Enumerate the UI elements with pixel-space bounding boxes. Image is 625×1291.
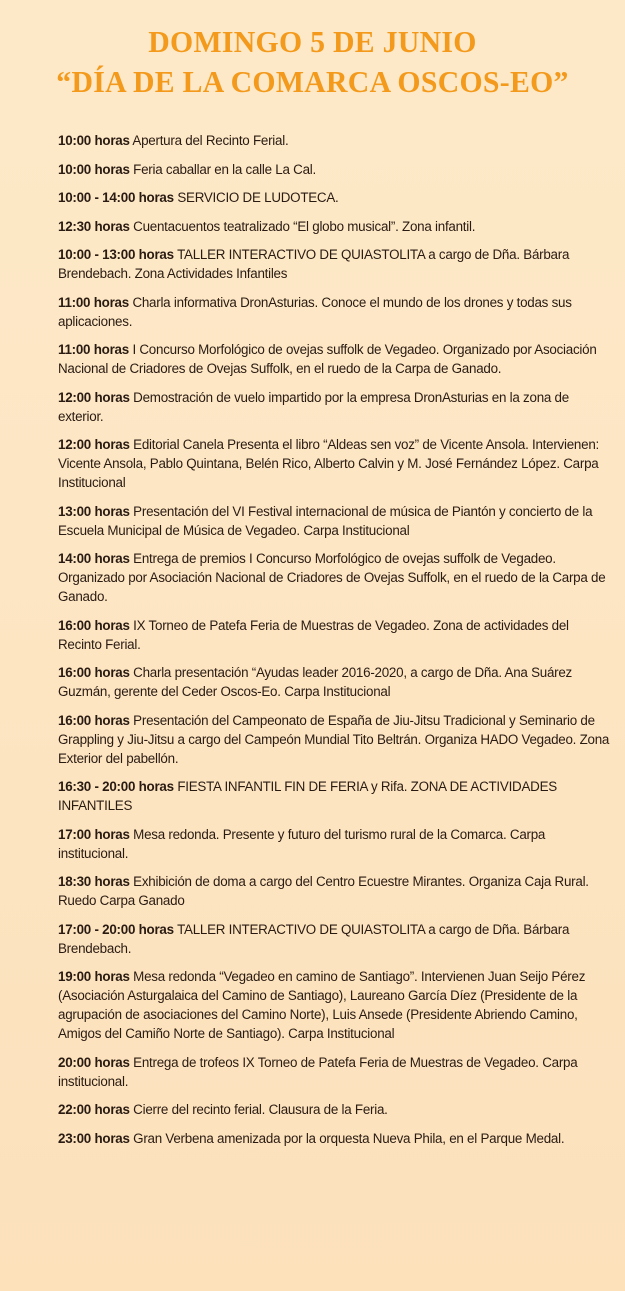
event-description: TALLER INTERACTIVO DE QUIASTOLITA a cargo de Dña. Bárbara Brendebach. Zona Actividades Infantiles [58, 247, 570, 281]
event-time: 11:00 horas [58, 342, 129, 357]
event-time: 12:00 horas [58, 437, 130, 452]
event-description: Entrega de trofeos IX Torneo de Patefa Feria de Muestras de Vegadeo. Carpa institucional. [58, 1054, 578, 1089]
page-title-event: “DÍA DE LA COMARCA OSCOS-EO” [56, 64, 569, 99]
event-description: Presentación del VI Festival internacional de música de Piantón y concierto de la Escuela Municipal de Música de Vegadeo. Carpa Institucional [58, 503, 593, 538]
event-time: 12:00 horas [58, 389, 130, 405]
event-description: Cuentacuentos teatralizado “El globo musical”. Zona infantil. [133, 218, 476, 234]
event-description: Exhibición de doma a cargo del Centro Ecuestre Mirantes. Organiza Caja Rural. Ruedo Carpa Ganado [58, 874, 589, 908]
list-item [58, 160, 610, 179]
list-item [58, 293, 610, 331]
list-item [58, 502, 610, 540]
event-time: 22:00 horas [58, 1102, 130, 1117]
event-description: Mesa redonda “Vegadeo en camino de Santiago”. Intervienen Juan Seijo Pérez (Asociación Asturgalaica del Camino de Santiago), Laureano García Díez (Presidente de la agrupación de asociaciones del Camino Norte), Luis Ansede (Presidente Abriendo Camino, Amigos del Camiño Norte de Santiago). Carpa Institucional [58, 969, 586, 1041]
event-time: 18:30 horas [58, 874, 130, 889]
event-description: Entrega de premios I Concurso Morfológico de ovejas suffolk de Vegadeo. Organizado por Asociación Nacional de Criadores de Ovejas Suffolk, en el ruedo de la Carpa de Ganado. [58, 551, 606, 604]
event-time: 10:00 - 14:00 horas [58, 190, 174, 205]
event-time: 16:00 horas [58, 712, 130, 728]
event-description: SERVICIO DE LUDOTECA. [177, 190, 339, 205]
page-header [0, 22, 625, 102]
page-title-date: DOMINGO 5 DE JUNIO [148, 24, 477, 59]
event-description: Cierre del recinto ferial. Clausura de la Feria. [133, 1102, 388, 1117]
list-item [58, 967, 610, 1043]
list-item [58, 711, 610, 768]
event-description: Apertura del Recinto Ferial. [132, 133, 289, 148]
list-item [58, 435, 610, 492]
event-time: 12:30 horas [58, 218, 130, 234]
list-item [58, 1100, 610, 1119]
event-time: 19:00 horas [58, 969, 130, 984]
event-time: 16:30 - 20:00 horas [58, 779, 174, 794]
list-item [58, 131, 610, 150]
list-item [58, 663, 610, 701]
event-time: 23:00 horas [58, 1130, 130, 1146]
list-item [58, 1053, 610, 1091]
event-time: 16:00 horas [58, 617, 130, 633]
event-time: 10:00 horas [58, 161, 130, 177]
list-item [58, 188, 610, 207]
list-item [58, 245, 610, 283]
list-item [58, 777, 610, 815]
list-item [58, 388, 610, 426]
list-item [58, 920, 610, 958]
event-description: I Concurso Morfológico de ovejas suffolk de Vegadeo. Organizado por Asociación Nacional de Criadores de Ovejas Suffolk, en el ruedo de la Carpa de Ganado. [58, 342, 597, 376]
event-description: Presentación del Campeonato de España de Jiu-Jitsu Tradicional y Seminario de Grappling y Jiu-Jitsu a cargo del Campeón Mundial Tito Beltrán. Organiza HADO Vegadeo. Zona Exterior del pabellón. [58, 712, 610, 766]
event-time: 10:00 - 13:00 horas [58, 247, 174, 262]
event-time: 13:00 horas [58, 503, 130, 519]
event-description: Charla informativa DronAsturias. Conoce el mundo de los drones y todas sus aplicaciones. [58, 294, 572, 329]
event-description: Mesa redonda. Presente y futuro del turismo rural de la Comarca. Carpa institucional. [58, 826, 546, 861]
event-time: 11:00 horas [58, 294, 129, 310]
list-item [58, 340, 610, 378]
list-item [58, 616, 610, 654]
event-description: FIESTA INFANTIL FIN DE FERIA y Rifa. ZONA DE ACTIVIDADES INFANTILES [58, 779, 557, 813]
event-time: 10:00 horas [58, 133, 130, 148]
event-description: Gran Verbena amenizada por la orquesta Nueva Phila, en el Parque Medal. [133, 1130, 565, 1146]
event-description: IX Torneo de Patefa Feria de Muestras de Vegadeo. Zona de actividades del Recinto Ferial. [58, 617, 569, 652]
list-item [58, 217, 610, 236]
list-item [58, 549, 610, 606]
event-list [58, 131, 610, 1157]
event-description: Feria caballar en la calle La Cal. [133, 161, 316, 177]
event-description: Demostración de vuelo impartido por la empresa DronAsturias en la zona de exterior. [58, 389, 569, 424]
event-description: Editorial Canela Presenta el libro “Aldeas sen voz” de Vicente Ansola. Intervienen: Vicente Ansola, Pablo Quintana, Belén Rico, Alberto Calvin y M. José Fernández López. Carpa Institucional [58, 437, 599, 490]
event-time: 17:00 - 20:00 horas [58, 921, 174, 937]
event-description: TALLER INTERACTIVO DE QUIASTOLITA a cargo de Dña. Bárbara Brendebach. [58, 921, 570, 956]
list-item [58, 1129, 610, 1148]
list-item [58, 825, 610, 863]
event-time: 16:00 horas [58, 665, 130, 680]
event-description: Charla presentación “Ayudas leader 2016-2020, a cargo de Dña. Ana Suárez Guzmán, gerente del Ceder Oscos-Eo. Carpa Institucional [58, 665, 572, 699]
event-time: 17:00 horas [58, 826, 130, 842]
list-item [58, 872, 610, 910]
event-time: 20:00 horas [58, 1054, 130, 1070]
event-time: 14:00 horas [58, 551, 130, 566]
